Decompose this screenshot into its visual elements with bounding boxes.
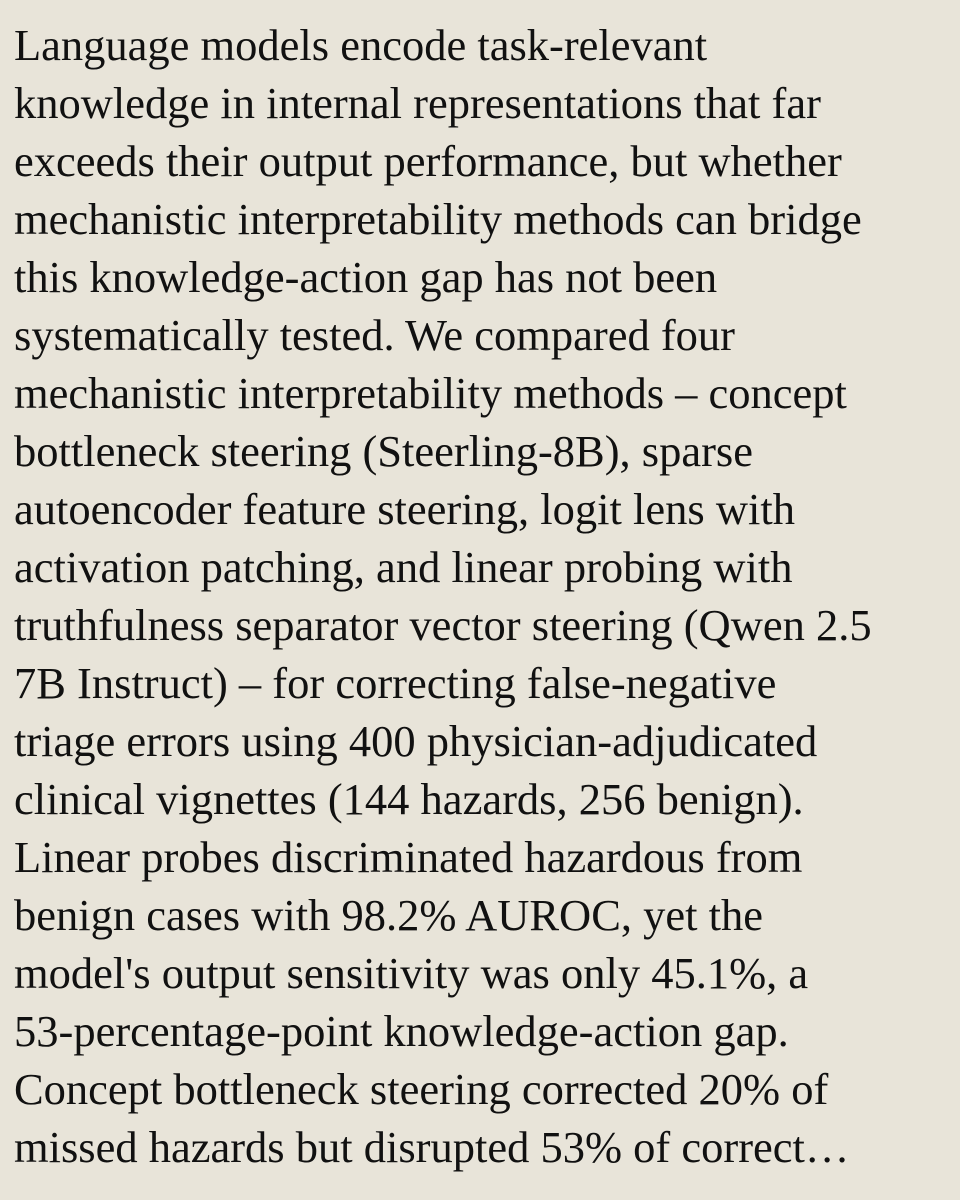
abstract-line: Language models encode task-relevant [14,20,708,70]
abstract-line: autoencoder feature steering, logit lens with [14,484,795,534]
abstract-line: Concept bottleneck steering corrected 20% of [14,1064,829,1114]
abstract-line: 53-percentage-point knowledge-action gap. [14,1006,789,1056]
abstract-line: this knowledge-action gap has not been [14,252,718,302]
abstract-line: systematically tested. We compared four [14,310,735,360]
abstract-line: 7B Instruct) – for correcting false-negative [14,658,777,708]
abstract-line: clinical vignettes (144 hazards, 256 benign). [14,774,804,824]
abstract-line: activation patching, and linear probing with [14,542,793,592]
abstract-line: mechanistic interpretability methods can bridge [14,194,862,244]
abstract-line: truthfulness separator vector steering (Qwen 2.5 [14,600,872,650]
abstract-text [14,16,954,1176]
abstract-line: Linear probes discriminated hazardous from [14,832,803,882]
abstract-line: triage errors using 400 physician-adjudicated [14,716,818,766]
abstract-line: mechanistic interpretability methods – concept [14,368,847,418]
abstract-line: exceeds their output performance, but whether [14,136,842,186]
abstract-line: missed hazards but disrupted 53% of correct… [14,1122,850,1172]
abstract-line: benign cases with 98.2% AUROC, yet the [14,890,763,940]
abstract-line: knowledge in internal representations that far [14,78,821,128]
abstract-line: model's output sensitivity was only 45.1%, a [14,948,809,998]
abstract-line: bottleneck steering (Steerling-8B), sparse [14,426,753,476]
